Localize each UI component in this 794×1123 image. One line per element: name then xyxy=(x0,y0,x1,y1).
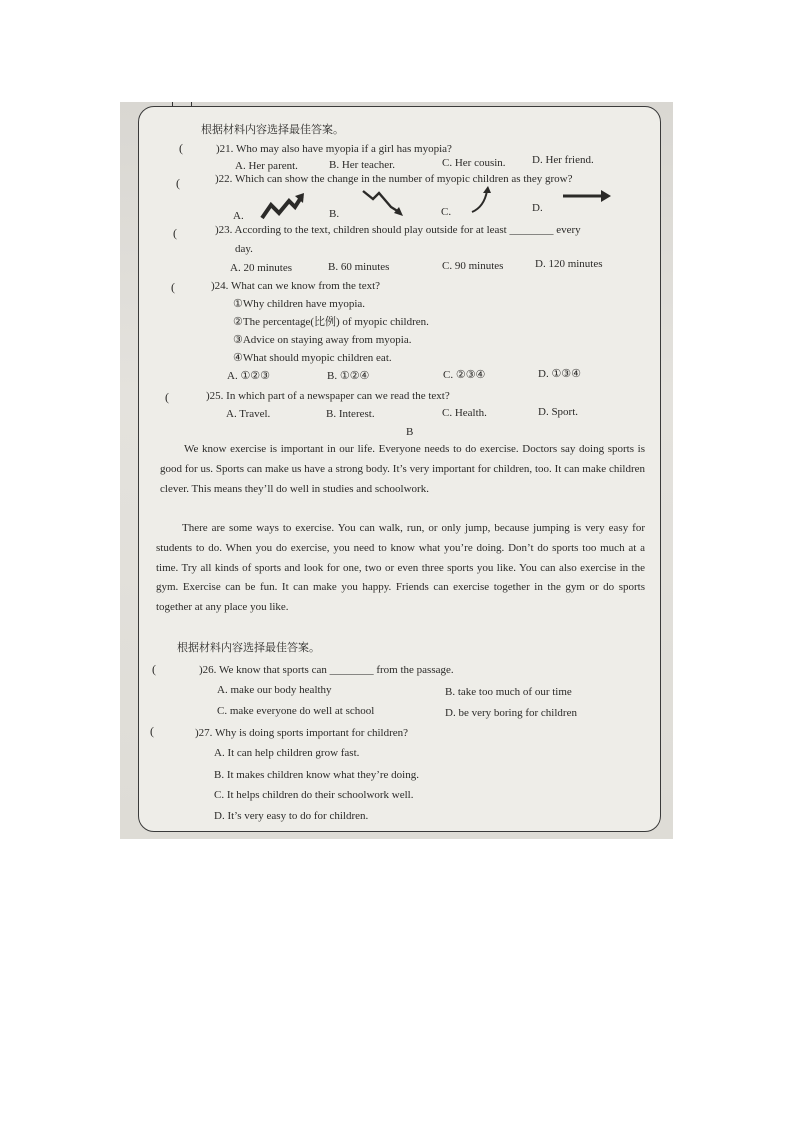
q26-option-b[interactable]: B. take too much of our time xyxy=(445,686,572,698)
q22-option-a[interactable]: A. xyxy=(233,210,244,222)
part-b-heading: B xyxy=(406,426,414,438)
q22-option-c[interactable]: C. xyxy=(441,206,452,218)
q24-option-a[interactable]: A. ①②③ xyxy=(227,370,271,382)
q22-answer-bracket[interactable]: ( xyxy=(176,176,180,190)
q23-answer-bracket[interactable]: ( xyxy=(173,226,177,240)
q21-option-b[interactable]: B. Her teacher. xyxy=(329,159,395,171)
q24-statement-1: ①Why children have myopia. xyxy=(233,298,366,310)
q25-option-a[interactable]: A. Travel. xyxy=(226,408,271,420)
q27-stem: )27. Why is doing sports important for children? xyxy=(195,727,409,739)
q27-answer-bracket[interactable]: ( xyxy=(150,724,154,738)
q25-option-c[interactable]: C. Health. xyxy=(442,407,487,419)
q26-option-c[interactable]: C. make everyone do well at school xyxy=(217,705,375,717)
passage-b-paragraph-2: There are some ways to exercise. You can walk, run, or only jump, because jumping is very easy for students to do. When you do exercise, you need to know what you’re doing. Don’t do sports too much at a time. Try all kinds of sports and look for one, two or even three sports you like. You can also exercise in the gym. Exercise can be fun. It can make you happy. Friends can exercise together in the gym or do sports together at any place you like. xyxy=(156,522,645,614)
q27-option-c[interactable]: C. It helps children do their schoolwork well. xyxy=(214,789,414,801)
q23-stem-continued: day. xyxy=(235,243,253,255)
q23-option-c[interactable]: C. 90 minutes xyxy=(442,260,504,272)
q24-option-b[interactable]: B. ①②④ xyxy=(327,370,370,382)
q26-stem: )26. We know that sports can ________ from the passage. xyxy=(199,664,454,676)
q24-statement-3: ③Advice on staying away from myopia. xyxy=(233,334,412,346)
q22-option-d[interactable]: D. xyxy=(532,202,543,214)
q27-option-a[interactable]: A. It can help children grow fast. xyxy=(214,747,360,759)
q24-option-c[interactable]: C. ②③④ xyxy=(443,369,486,381)
q23-option-a[interactable]: A. 20 minutes xyxy=(230,262,293,274)
zigzag-up-arrow-icon xyxy=(259,191,307,223)
q21-answer-bracket[interactable]: ( xyxy=(179,141,183,155)
q22-stem: )22. Which can show the change in the number of myopic children as they grow? xyxy=(215,173,573,185)
part-a-instruction: 根据材料内容选择最佳答案。 xyxy=(201,124,344,136)
zigzag-down-arrow-icon xyxy=(361,187,405,219)
q26-answer-bracket[interactable]: ( xyxy=(152,662,156,676)
q24-option-d[interactable]: D. ①③④ xyxy=(538,368,582,380)
q24-statement-2: ②The percentage(比例) of myopic children. xyxy=(233,316,429,328)
q23-stem: )23. According to the text, children should play outside for at least ________ every xyxy=(215,224,581,236)
scanned-page-photo xyxy=(120,102,673,839)
q23-option-b[interactable]: B. 60 minutes xyxy=(328,261,390,273)
flat-right-arrow-icon xyxy=(561,189,613,203)
part-b-instruction: 根据材料内容选择最佳答案。 xyxy=(177,642,320,654)
q21-option-d[interactable]: D. Her friend. xyxy=(532,154,594,166)
q22-option-b[interactable]: B. xyxy=(329,208,340,220)
q25-option-d[interactable]: D. Sport. xyxy=(538,406,579,418)
question-frame xyxy=(138,106,661,832)
q27-option-d[interactable]: D. It’s very easy to do for children. xyxy=(214,810,369,822)
q25-answer-bracket[interactable]: ( xyxy=(165,390,169,404)
q24-answer-bracket[interactable]: ( xyxy=(171,280,175,294)
q25-stem: )25. In which part of a newspaper can we read the text? xyxy=(206,390,450,402)
q21-stem: )21. Who may also have myopia if a girl has myopia? xyxy=(216,143,452,155)
q25-option-b[interactable]: B. Interest. xyxy=(326,408,375,420)
q24-statement-4: ④What should myopic children eat. xyxy=(233,352,392,364)
q21-option-c[interactable]: C. Her cousin. xyxy=(442,157,506,169)
q23-option-d[interactable]: D. 120 minutes xyxy=(535,258,603,270)
q26-option-d[interactable]: D. be very boring for children xyxy=(445,707,577,719)
q26-option-a[interactable]: A. make our body healthy xyxy=(217,684,332,696)
q21-option-a[interactable]: A. Her parent. xyxy=(235,160,298,172)
passage-b-paragraph-1: We know exercise is important in our life. Everyone needs to do exercise. Doctors say doing sports is good for us. Sports can make us have a strong body. It’s very important for children, too. It can make children clever. This means they’ll do well in studies and schoolwork. xyxy=(160,443,645,495)
curve-up-arrow-icon xyxy=(469,185,495,215)
q24-stem: )24. What can we know from the text? xyxy=(211,280,381,292)
q27-option-b[interactable]: B. It makes children know what they’re doing. xyxy=(214,769,419,781)
